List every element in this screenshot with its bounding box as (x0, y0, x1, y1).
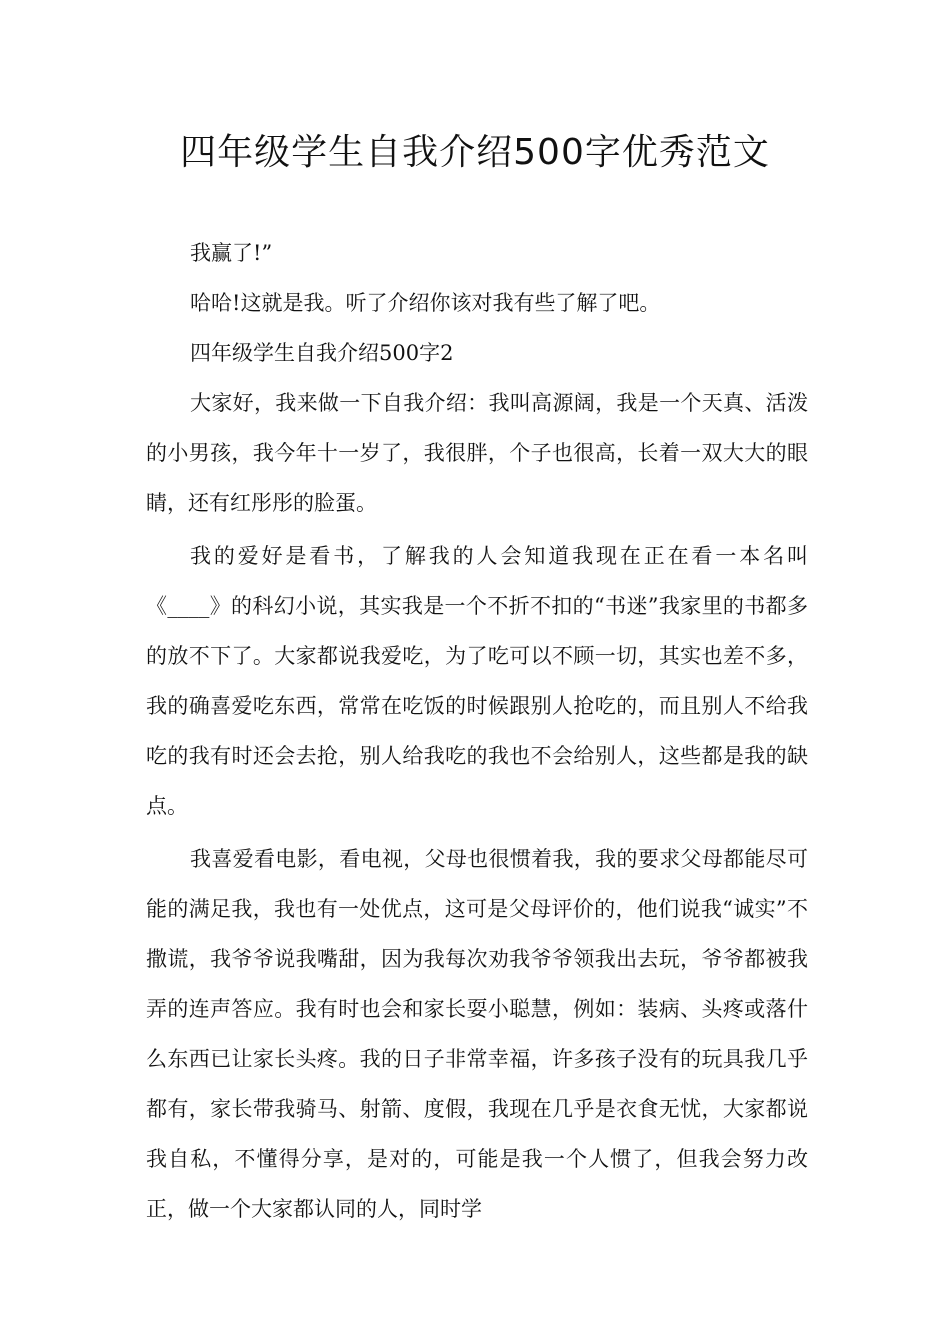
paragraph: 大家好，我来做一下自我介绍：我叫高源阔，我是一个天真、活泼的小男孩，我今年十一岁了，我很胖，个子也很高，长着一双大大的眼睛，还有红彤彤的脸蛋。 (146, 391, 808, 515)
paragraph: 哈哈!这就是我。听了介绍你该对我有些了解了吧。 (190, 291, 661, 315)
paragraph: 我的爱好是看书，了解我的人会知道我现在正在看一本名叫《____》的科幻小说，其实我是一个不折不扣的“书迷”我家里的书都多的放不下了。大家都说我爱吃，为了吃可以不顾一切，其实也差不多，我的确喜爱吃东西，常常在吃饭的时候跟别人抢吃的，而且别人不给我吃的我有时还会去抢，别人给我吃的我也不会给别人，这些都是我的缺点。 (146, 544, 808, 818)
paragraph: 我喜爱看电影，看电视，父母也很惯着我，我的要求父母都能尽可能的满足我，我也有一处优点，这可是父母评价的，他们说我“诚实”不撒谎，我爷爷说我嘴甜，因为我每次劝我爷爷领我出去玩，爷爷都被我弄的连声答应。我有时也会和家长耍小聪慧，例如：装病、头疼或落什么东西已让家长头疼。我的日子非常幸福，许多孩子没有的玩具我几乎都有，家长带我骑马、射箭、度假，我现在几乎是衣食无忧，大家都说我自私，不懂得分享，是对的，可能是我一个人惯了，但我会努力改正，做一个大家都认同的人，同时学 (146, 847, 808, 1221)
paragraph: 我赢了!” (190, 241, 273, 265)
document-body (146, 228, 808, 1237)
document-title: 四年级学生自我介绍500字优秀范文 (180, 132, 770, 173)
paragraph: 四年级学生自我介绍500字2 (190, 341, 454, 365)
